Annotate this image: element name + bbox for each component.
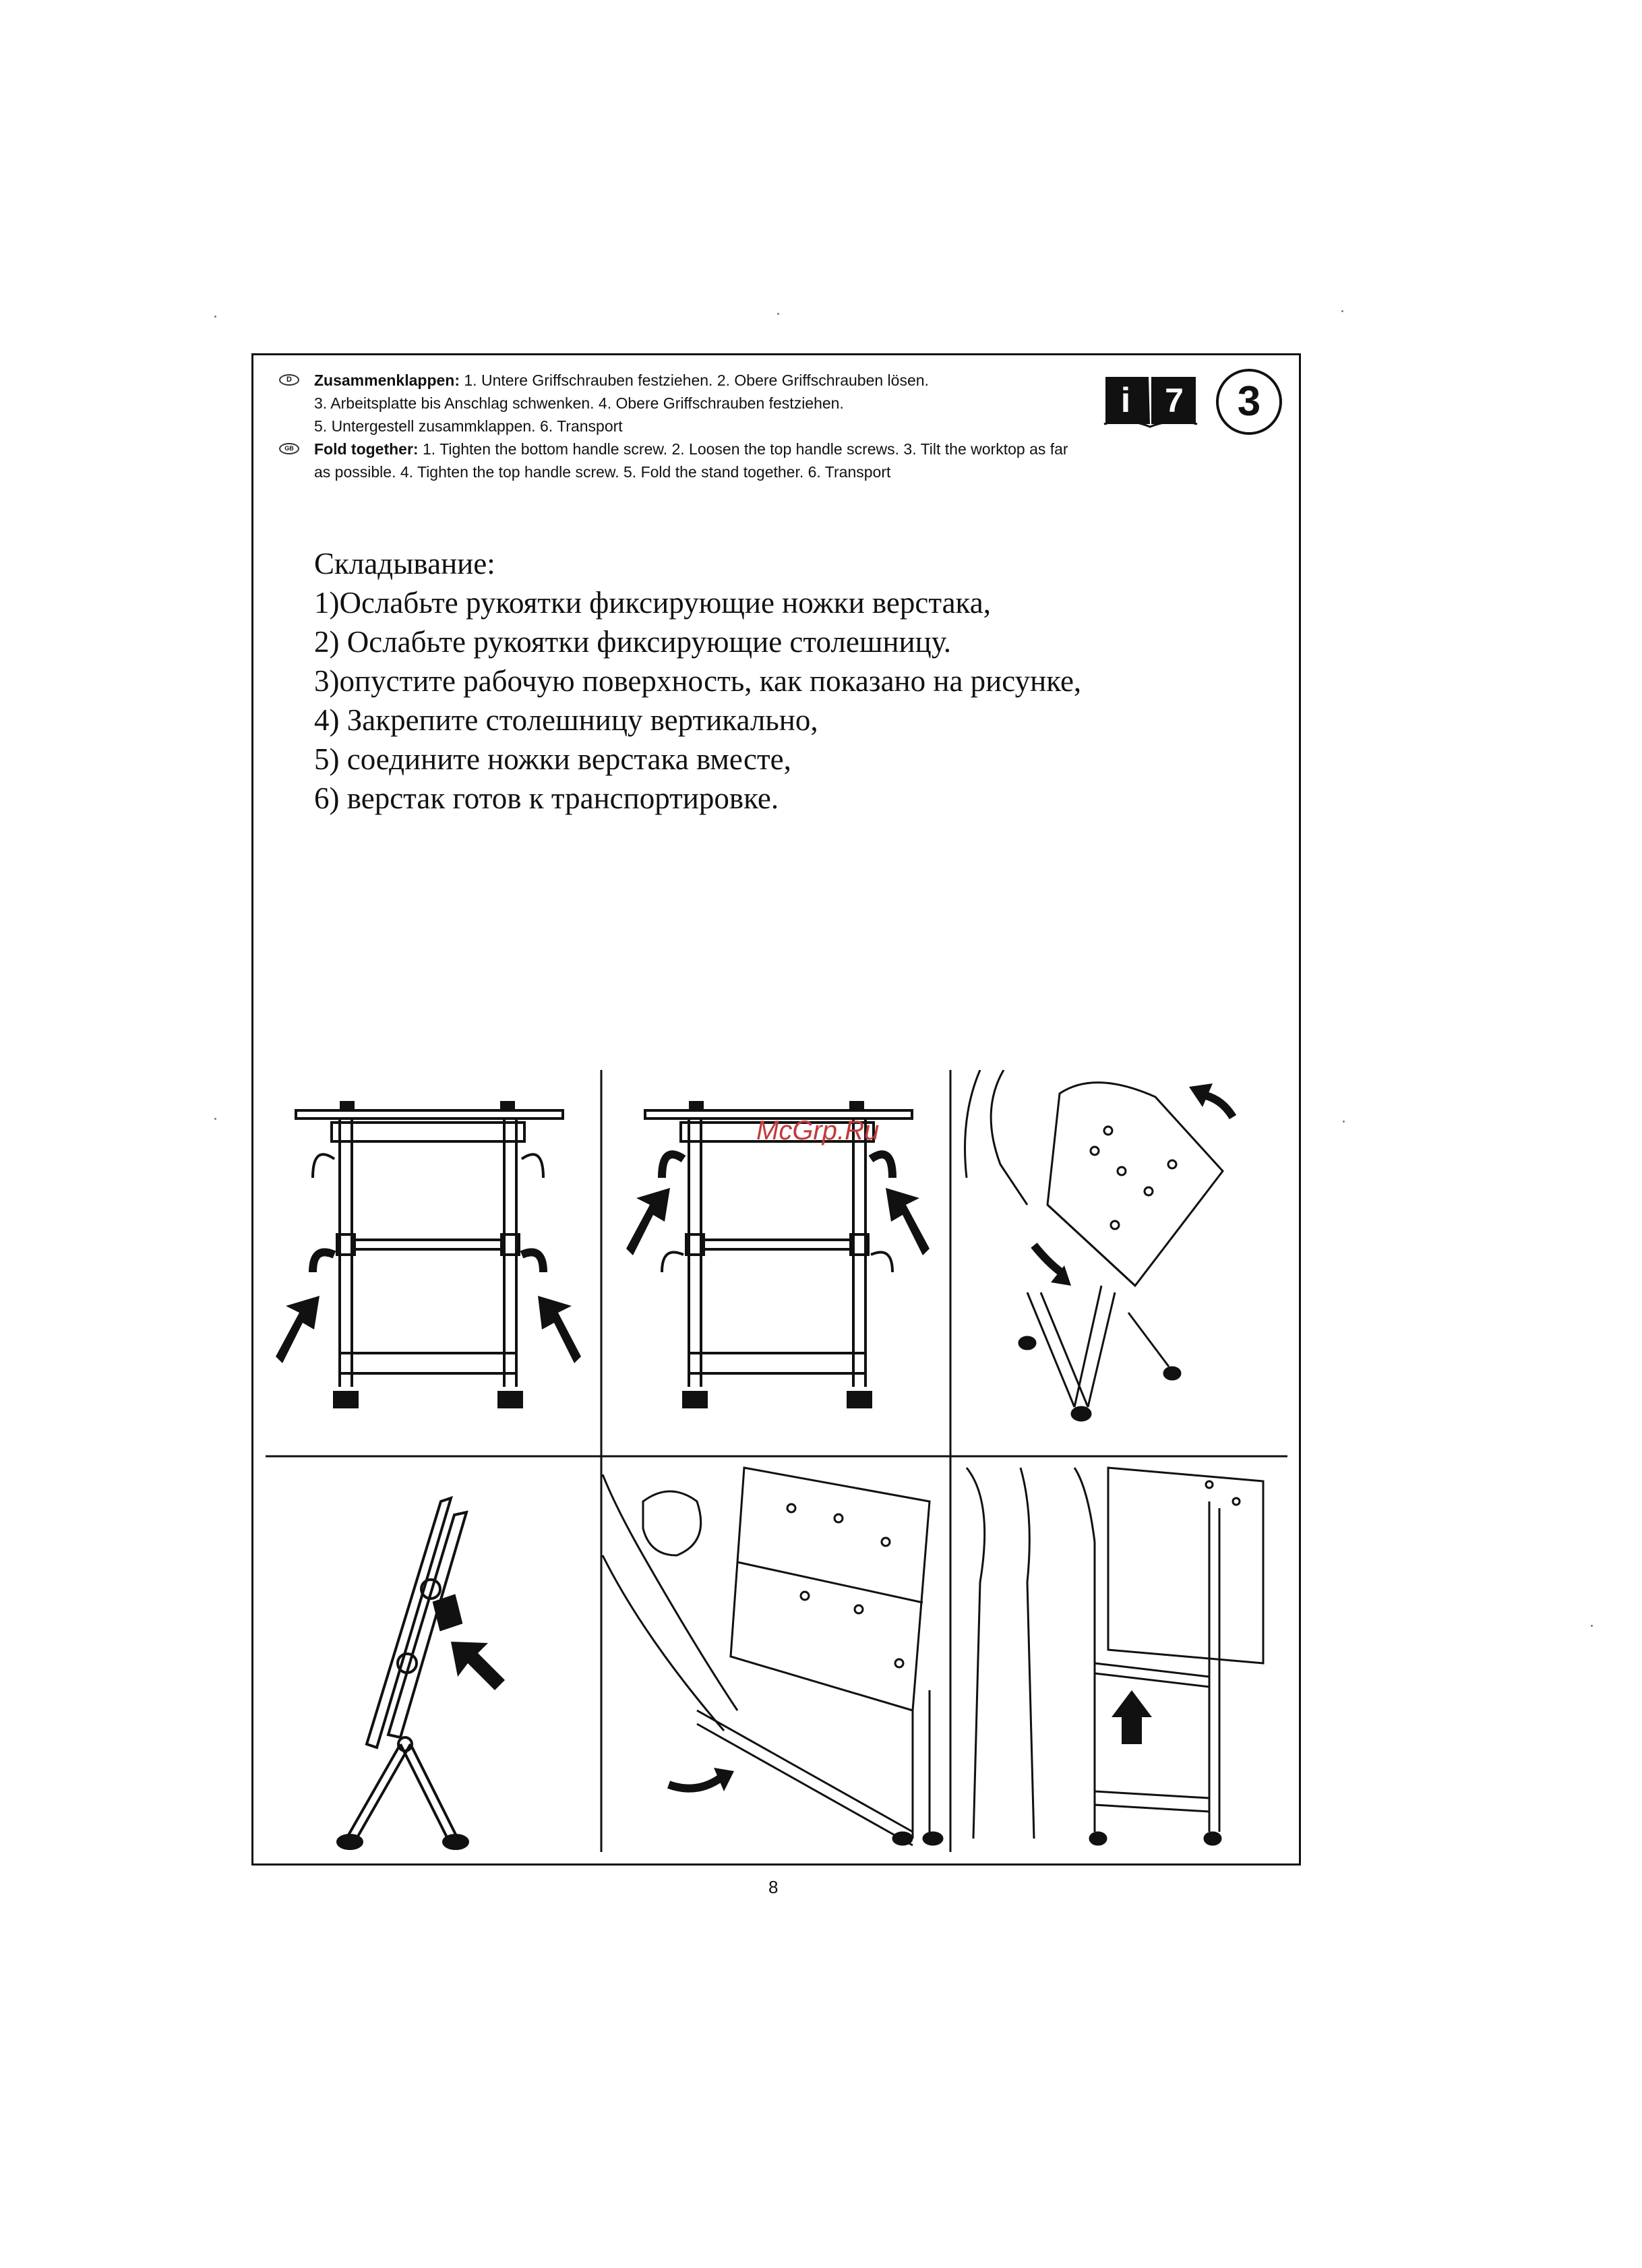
panel-2-arrow-right [886,1188,930,1255]
scan-speck [1343,1121,1345,1123]
gb-flag-icon: GB [279,443,299,454]
instruction-text-block [266,369,1162,483]
scan-speck [1591,1625,1593,1627]
book-number: 7 [1165,382,1184,419]
en-line-1: 1. Tighten the bottom handle screw. 2. Loosen the top handle screws. 3. Tilt the worktop as far [418,440,1068,458]
russian-item-3: 3)опустите рабочую поверхность, как показано на рисунке, [314,664,1082,698]
en-title: Fold together: [314,440,419,458]
russian-item-2: 2) Ослабьте рукоятки фиксирующие столешницу. [314,625,951,659]
scan-speck [214,316,216,318]
russian-heading: Складывание: [314,547,495,580]
panel-6-folded-bench [967,1468,1263,1845]
scan-speck [1341,310,1343,312]
de-instruction [266,369,1162,392]
panel-3-arrow-up [1206,1096,1233,1117]
russian-item-4: 4) Закрепите столешницу вертикально, [314,703,818,737]
panel-3-arrow-down [1034,1245,1061,1272]
panel-4-side-view [338,1498,468,1849]
panel-2-arrow-left [626,1188,670,1255]
en-line-2: as possible. 4. Tighten the top handle screw. 5. Fold the stand together. 6. Transport [314,463,891,481]
russian-item-1: 1)Ослабьте рукоятки фиксирующие ножки верстака, [314,586,991,620]
de-line-2: 3. Arbeitsplatte bis Anschlag schwenken. 4. Obere Griffschrauben festziehen. [314,394,844,412]
page-number: 8 [768,1877,779,1897]
de-line-1: 1. Untere Griffschrauben festziehen. 2. Obere Griffschrauben lösen. [460,371,929,389]
russian-item-5: 5) соедините ножки верстака вместе, [314,742,791,776]
panel-1-arrow-right [538,1296,581,1363]
russian-instructions [314,544,1081,818]
watermark: McGrp.Ru [756,1116,880,1145]
de-line-3: 5. Untergestell zusammklappen. 6. Transport [314,417,623,435]
illustration-grid [266,1070,1287,1852]
en-instruction [266,438,1162,460]
book-letter: i [1120,381,1131,420]
scan-speck [777,313,779,315]
instruction-frame [251,353,1301,1866]
manual-book-icon [1103,370,1198,428]
scan-speck [214,1118,216,1120]
de-flag-icon: D [279,374,299,386]
russian-item-6: 6) верстак готов к транспортировке. [314,781,779,815]
panel-6-arrow [1112,1690,1152,1744]
panel-1-bench-front [296,1102,563,1407]
panel-1-arrow-left [276,1296,320,1363]
panel-2-bench-front [645,1102,912,1407]
panel-5-arrow [669,1778,721,1789]
step-number-badge: 3 [1216,369,1282,435]
panel-4-arrow [451,1642,505,1690]
panel-3-tilting-worktop [965,1070,1223,1421]
panel-5-person-folding [603,1468,942,1845]
de-title: Zusammenklappen: [314,371,460,389]
